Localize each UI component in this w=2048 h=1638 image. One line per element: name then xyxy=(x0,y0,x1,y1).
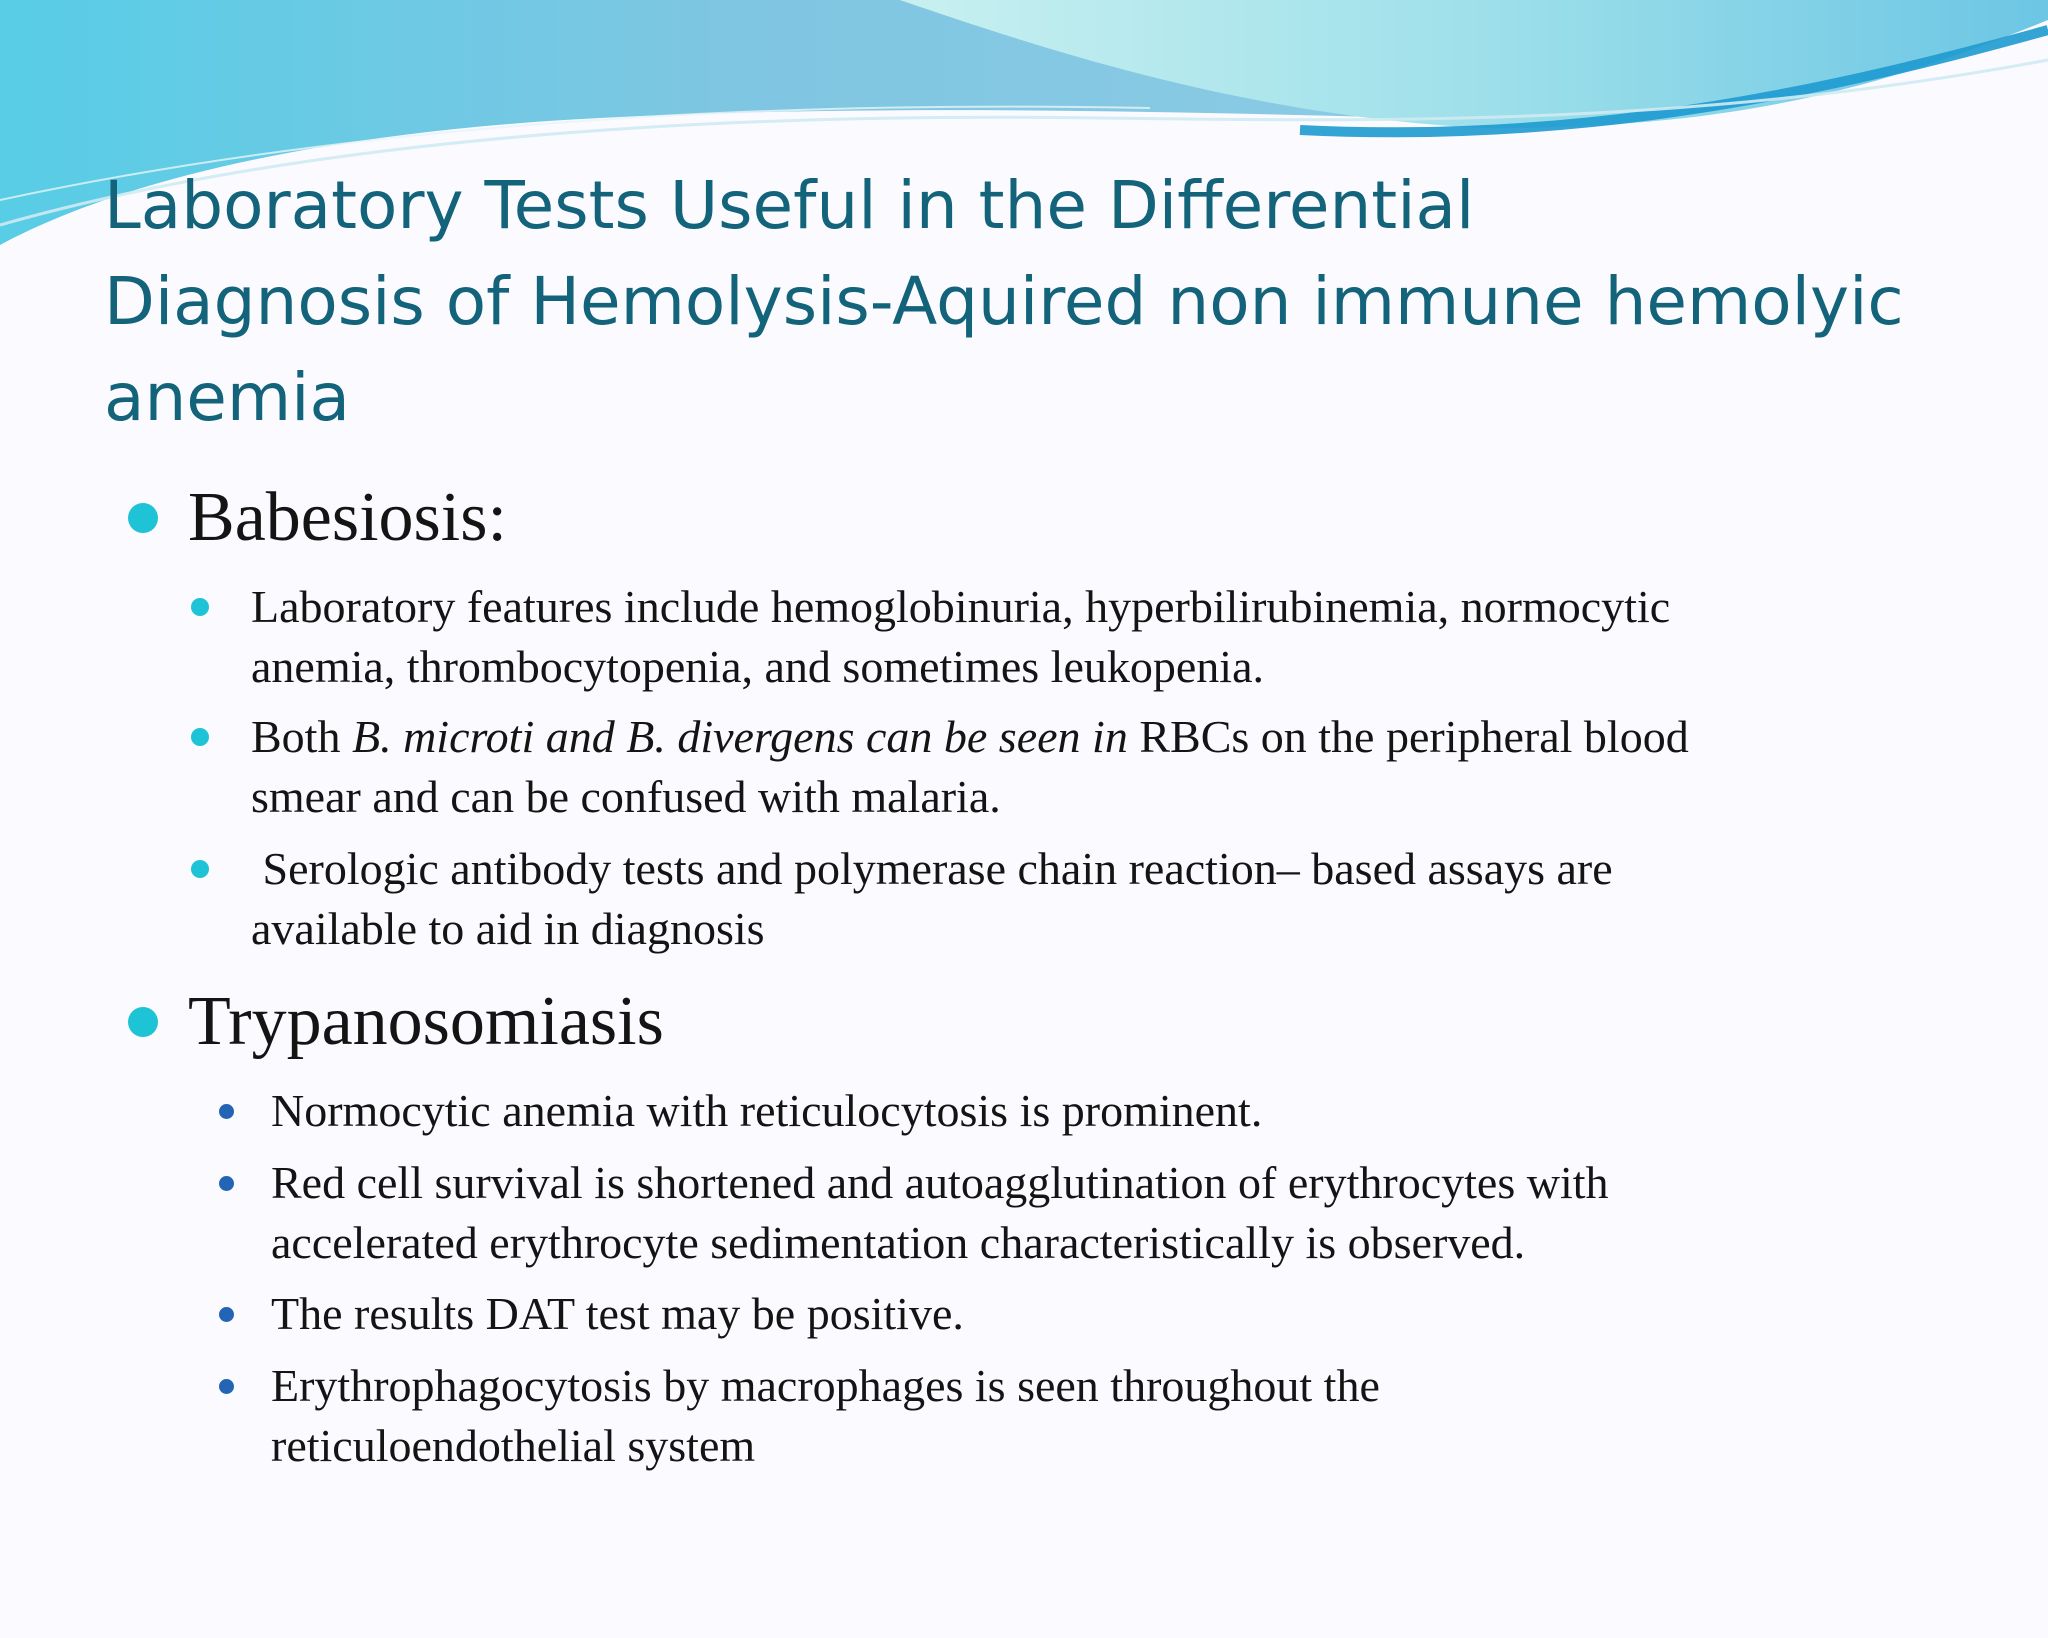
text-run: RBCs on the peripheral blood xyxy=(1127,711,1689,762)
bullet-dot xyxy=(191,860,209,878)
list-item-line: available to aid in diagnosis xyxy=(251,903,765,954)
bullet-dot xyxy=(191,728,209,746)
title-line-1: Laboratory Tests Useful in the Differential xyxy=(104,167,1475,244)
list-item xyxy=(271,1153,1609,1273)
bullet-dot xyxy=(128,1007,158,1037)
list-item xyxy=(271,1356,1380,1476)
list-item-line: reticuloendothelial system xyxy=(271,1420,756,1471)
slide-title xyxy=(104,158,1964,446)
text-run: Both xyxy=(251,711,352,762)
list-item-line xyxy=(251,707,1689,767)
species-names-italic: B. microti and B. divergens can be seen in xyxy=(351,711,1128,762)
bullet-dot xyxy=(219,1176,234,1191)
list-item-line: The results DAT test may be positive. xyxy=(271,1288,964,1339)
list-item-line: accelerated erythrocyte sedimentation characteristically is observed. xyxy=(271,1217,1526,1268)
list-item-line: Erythrophagocytosis by macrophages is seen throughout the xyxy=(271,1360,1380,1411)
list-item xyxy=(271,1284,964,1344)
list-item xyxy=(251,839,1613,959)
bullet-dot xyxy=(191,598,209,616)
list-item-line: anemia, thrombocytopenia, and sometimes leukopenia. xyxy=(251,641,1264,692)
list-item-line: Laboratory features include hemoglobinuria, hyperbilirubinemia, normocytic xyxy=(251,581,1671,632)
list-item xyxy=(271,1081,1262,1141)
list-item-line: smear and can be confused with malaria. xyxy=(251,771,1001,822)
list-item-line: Normocytic anemia with reticulocytosis is prominent. xyxy=(271,1085,1263,1136)
section-heading-trypanosomiasis: Trypanosomiasis xyxy=(188,983,664,1060)
bullet-dot xyxy=(128,503,158,533)
list-item xyxy=(251,707,1689,827)
title-line-2: Diagnosis of Hemolysis-Aquired non immune hemolyic xyxy=(104,263,1904,340)
section-heading-babesiosis: Babesiosis: xyxy=(188,479,507,556)
list-item-line: Serologic antibody tests and polymerase chain reaction– based assays are xyxy=(251,843,1613,894)
bullet-dot xyxy=(219,1379,234,1394)
bullet-dot xyxy=(219,1307,234,1322)
list-item xyxy=(251,577,1670,697)
title-line-3: anemia xyxy=(104,359,350,436)
list-item-line: Red cell survival is shortened and autoagglutination of erythrocytes with xyxy=(271,1157,1609,1208)
bullet-dot xyxy=(219,1104,234,1119)
